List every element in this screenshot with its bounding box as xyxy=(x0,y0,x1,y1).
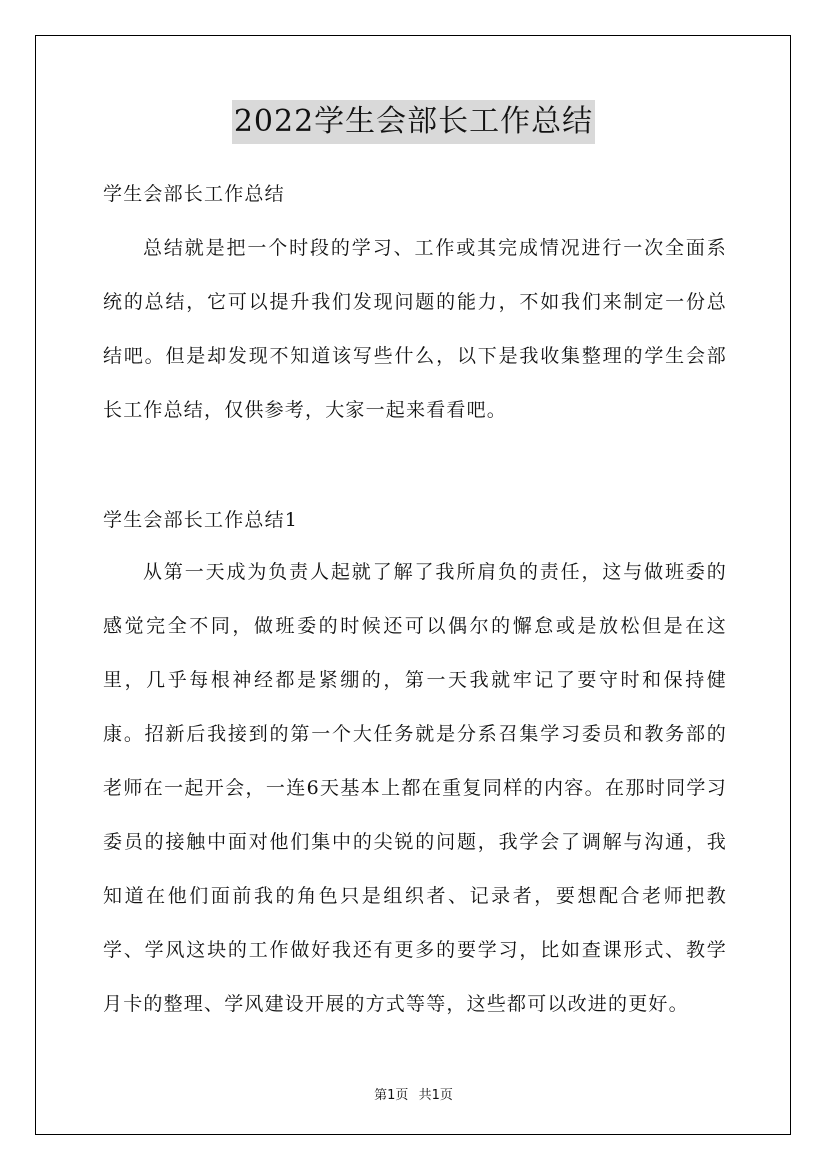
title-container xyxy=(0,100,827,144)
intro-paragraph: 总结就是把一个时段的学习、工作或其完成情况进行一次全面系统的总结，它可以提升我们发现问题的能力，不如我们来制定一份总结吧。但是却发现不知道该写些什么，以下是我收集整理的学生会部长工作总结，仅供参考，大家一起来看看吧。 xyxy=(103,237,727,421)
page-total: 共1页 xyxy=(418,1088,453,1103)
section-heading: 学生会部长工作总结1 xyxy=(103,509,299,531)
section-paragraph: 从第一天成为负责人起就了解了我所肩负的责任，这与做班委的感觉完全不同，做班委的时候还可以偶尔的懈怠或是放松但是在这里，几乎每根神经都是紧绷的，第一天我就牢记了要守时和保持健康。招新后我接到的第一个大任务就是分系召集学习委员和教务部的老师在一起开会，一连6天基本上都在重复同样的内容。在那时同学习委员的接触中面对他们集中的尖锐的问题，我学会了调解与沟通，我知道在他们面前我的角色只是组织者、记录者，要想配合老师把教学、学风这块的工作做好我还有更多的要学习，比如查课形式、教学月卡的整理、学风建设开展的方式等等，这些都可以改进的更好。 xyxy=(103,561,727,1015)
page-footer xyxy=(0,1084,827,1103)
page-number: 第1页 xyxy=(374,1088,409,1103)
document-subtitle: 学生会部长工作总结 xyxy=(103,183,285,205)
document-title: 2022学生会部长工作总结 xyxy=(232,100,595,144)
